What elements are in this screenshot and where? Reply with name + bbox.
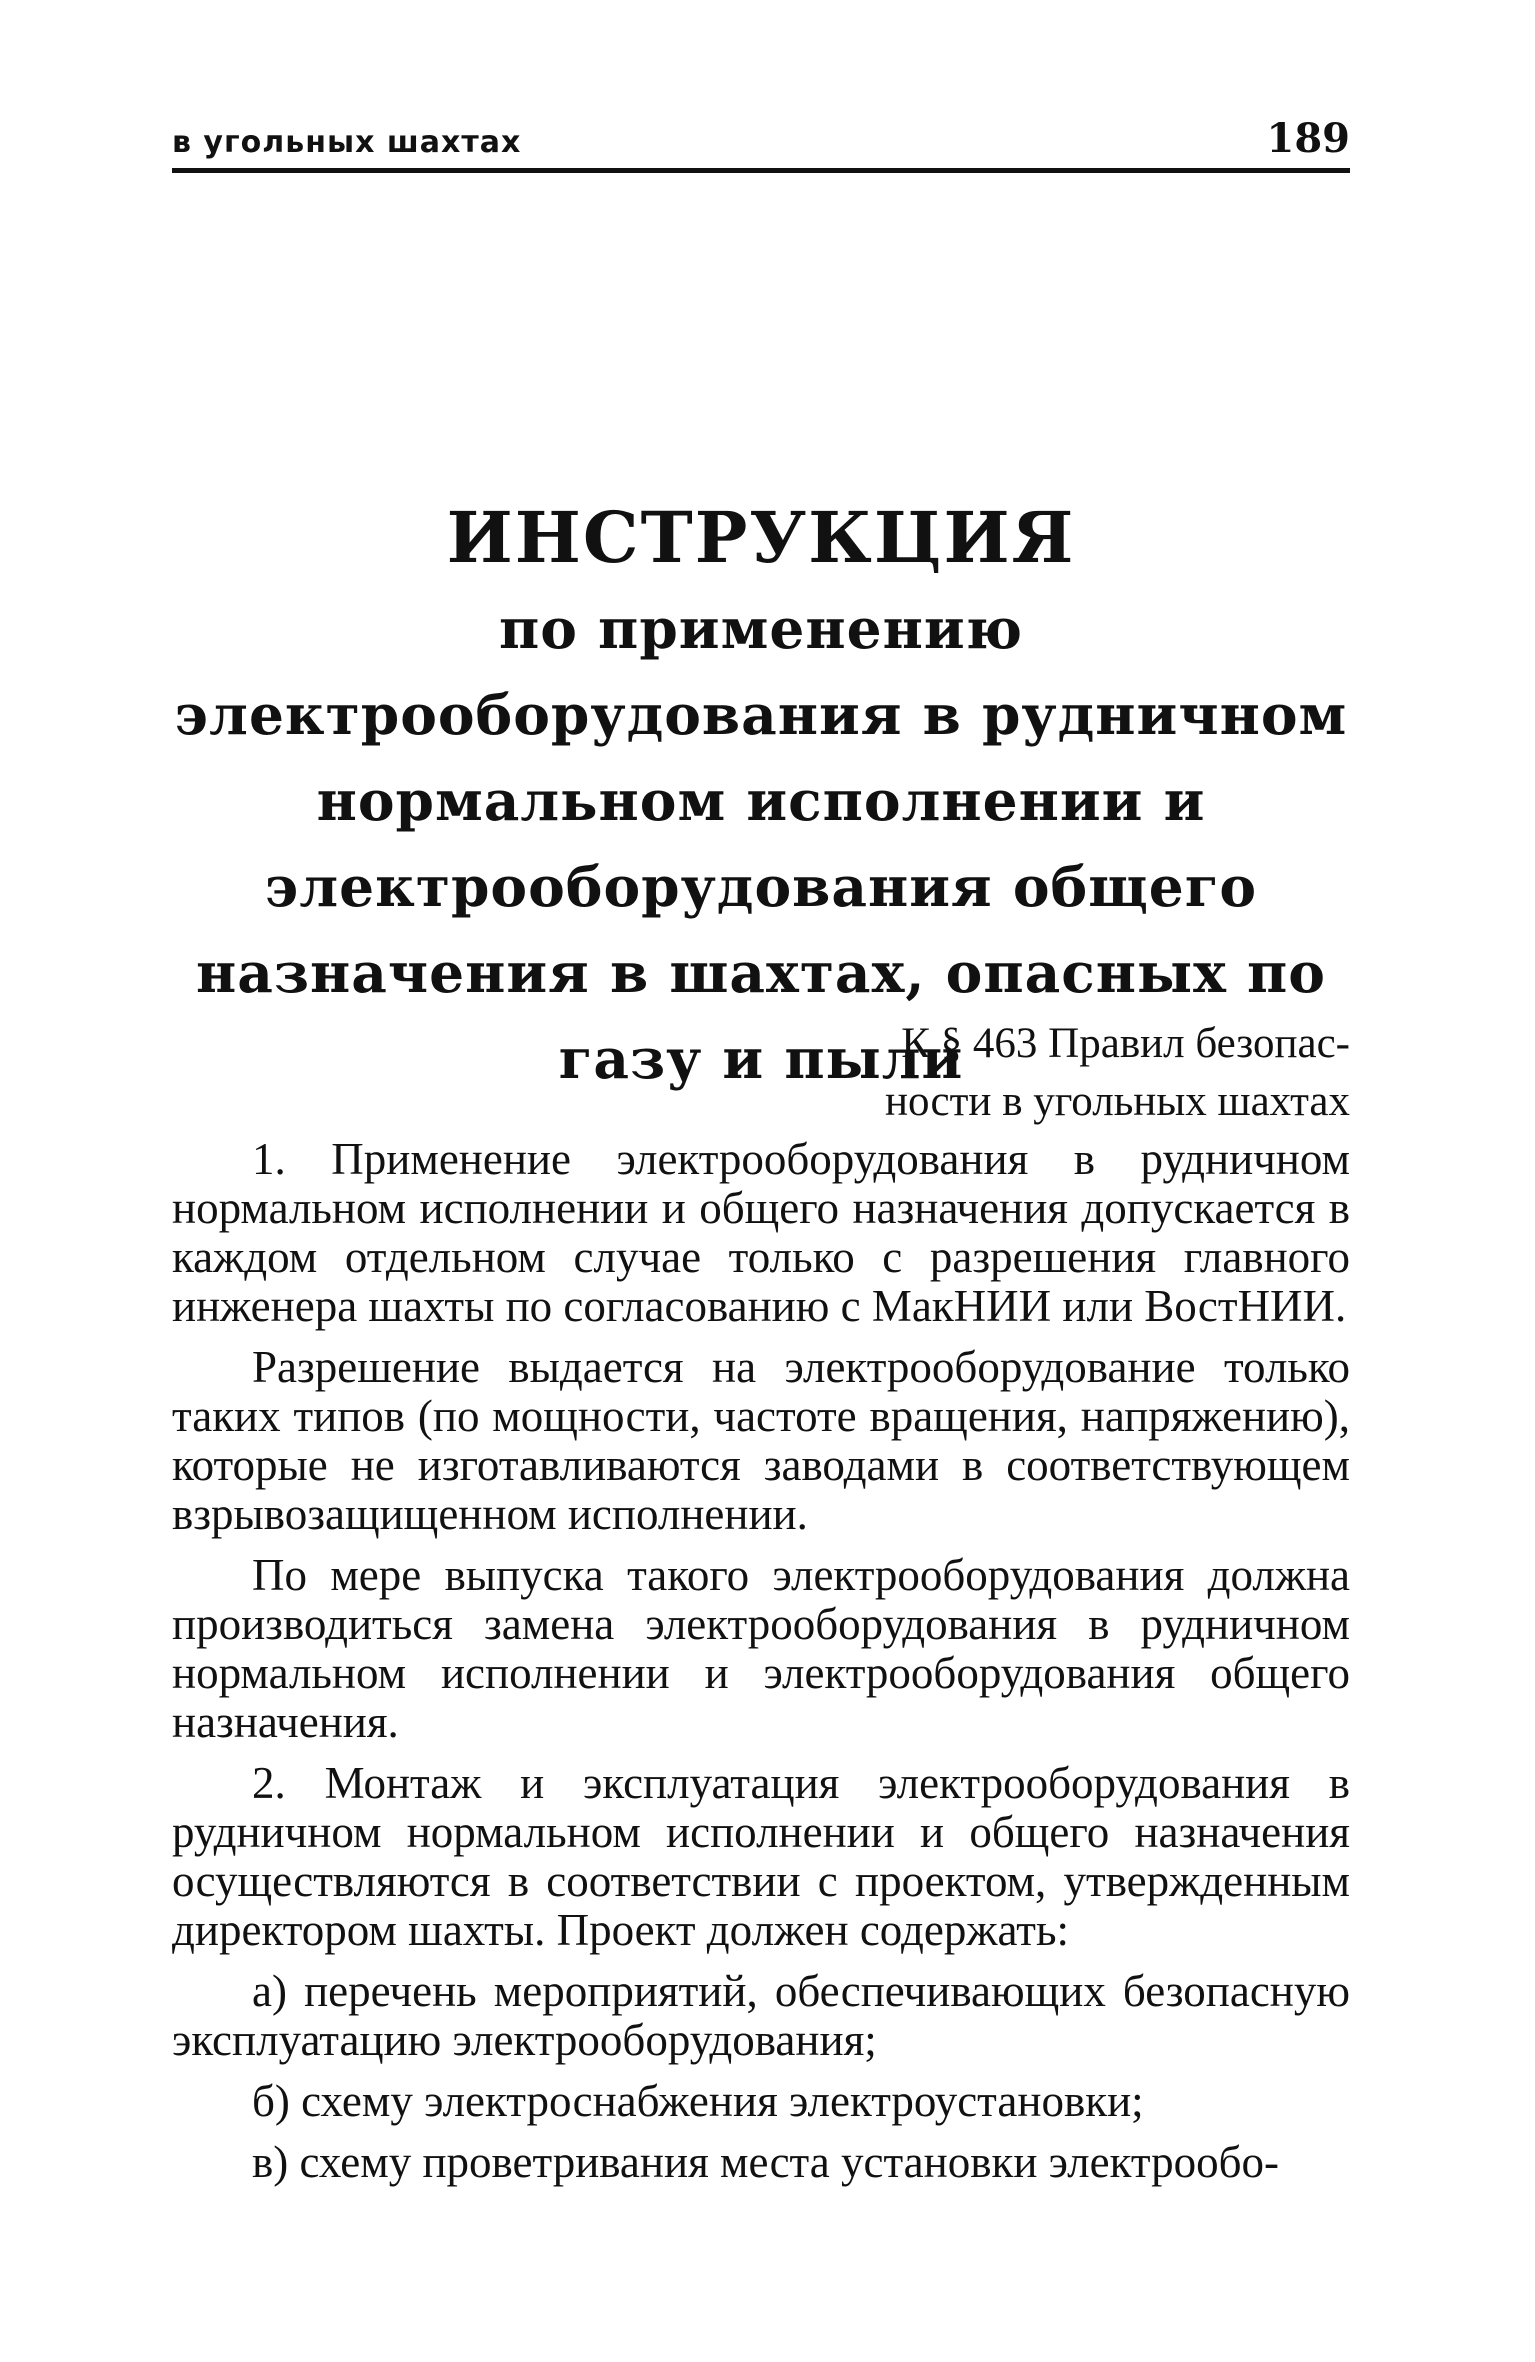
list-item-a: а) перечень мероприятий, обеспечивающих безопасную эксплуатацию электрооборудования; (172, 1966, 1350, 2065)
reference-line: ности в угольных шахтах (884, 1078, 1350, 1125)
subtitle-line: электрооборудования общего (264, 854, 1258, 919)
header-rule (172, 168, 1350, 173)
paragraph: Разрешение выдается на электрооборудование только таких типов (по мощности, частоте вращения, напряжению), которые не изготавливаются заводами в соответствующем взрывозащищенном исполнении. (172, 1342, 1350, 1539)
main-title: ИНСТРУКЦИЯ (446, 496, 1076, 579)
page-number: 189 (1266, 115, 1350, 162)
subtitle-line: газу и пыли (558, 1026, 964, 1091)
running-title: в угольных шахтах (172, 125, 522, 160)
running-head (172, 115, 1350, 166)
body-text (172, 1135, 1350, 2199)
subtitle-line: назначения в шахтах, опасных по (195, 940, 1326, 1005)
list-item-b: б) схему электроснабжения электроустановки; (252, 2076, 1144, 2126)
paragraph: По мере выпуска такого электрооборудования должна производиться замена электрооборудования в рудничном нормальном исполнении и электрооборудования общего назначения. (172, 1550, 1350, 1747)
paragraph: 2. Монтаж и эксплуатация электрооборудования в рудничном нормальном исполнении и общего назначения осуществляются в соответствии с проектом, утвержденным директором шахты. Проект должен содержать: (172, 1758, 1350, 1955)
subtitle-line: по применению (498, 596, 1024, 661)
subtitle-line: электрооборудования в рудничном (174, 682, 1348, 747)
reference-line: К § 463 Правил безопас- (901, 1020, 1350, 1067)
rule-reference (840, 1015, 1350, 1131)
paragraph: 1. Применение электрооборудования в рудничном нормальном исполнении и общего назначения допускается в каждом отдельном случае только с разрешения главного инженера шахты по согласованию с МакНИИ или ВостНИИ. (172, 1134, 1350, 1331)
title-block (172, 490, 1350, 1102)
subtitle-line: нормальном исполнении и (316, 768, 1206, 833)
list-item-c: в) схему проветривания места установки электрообо- (252, 2137, 1279, 2187)
